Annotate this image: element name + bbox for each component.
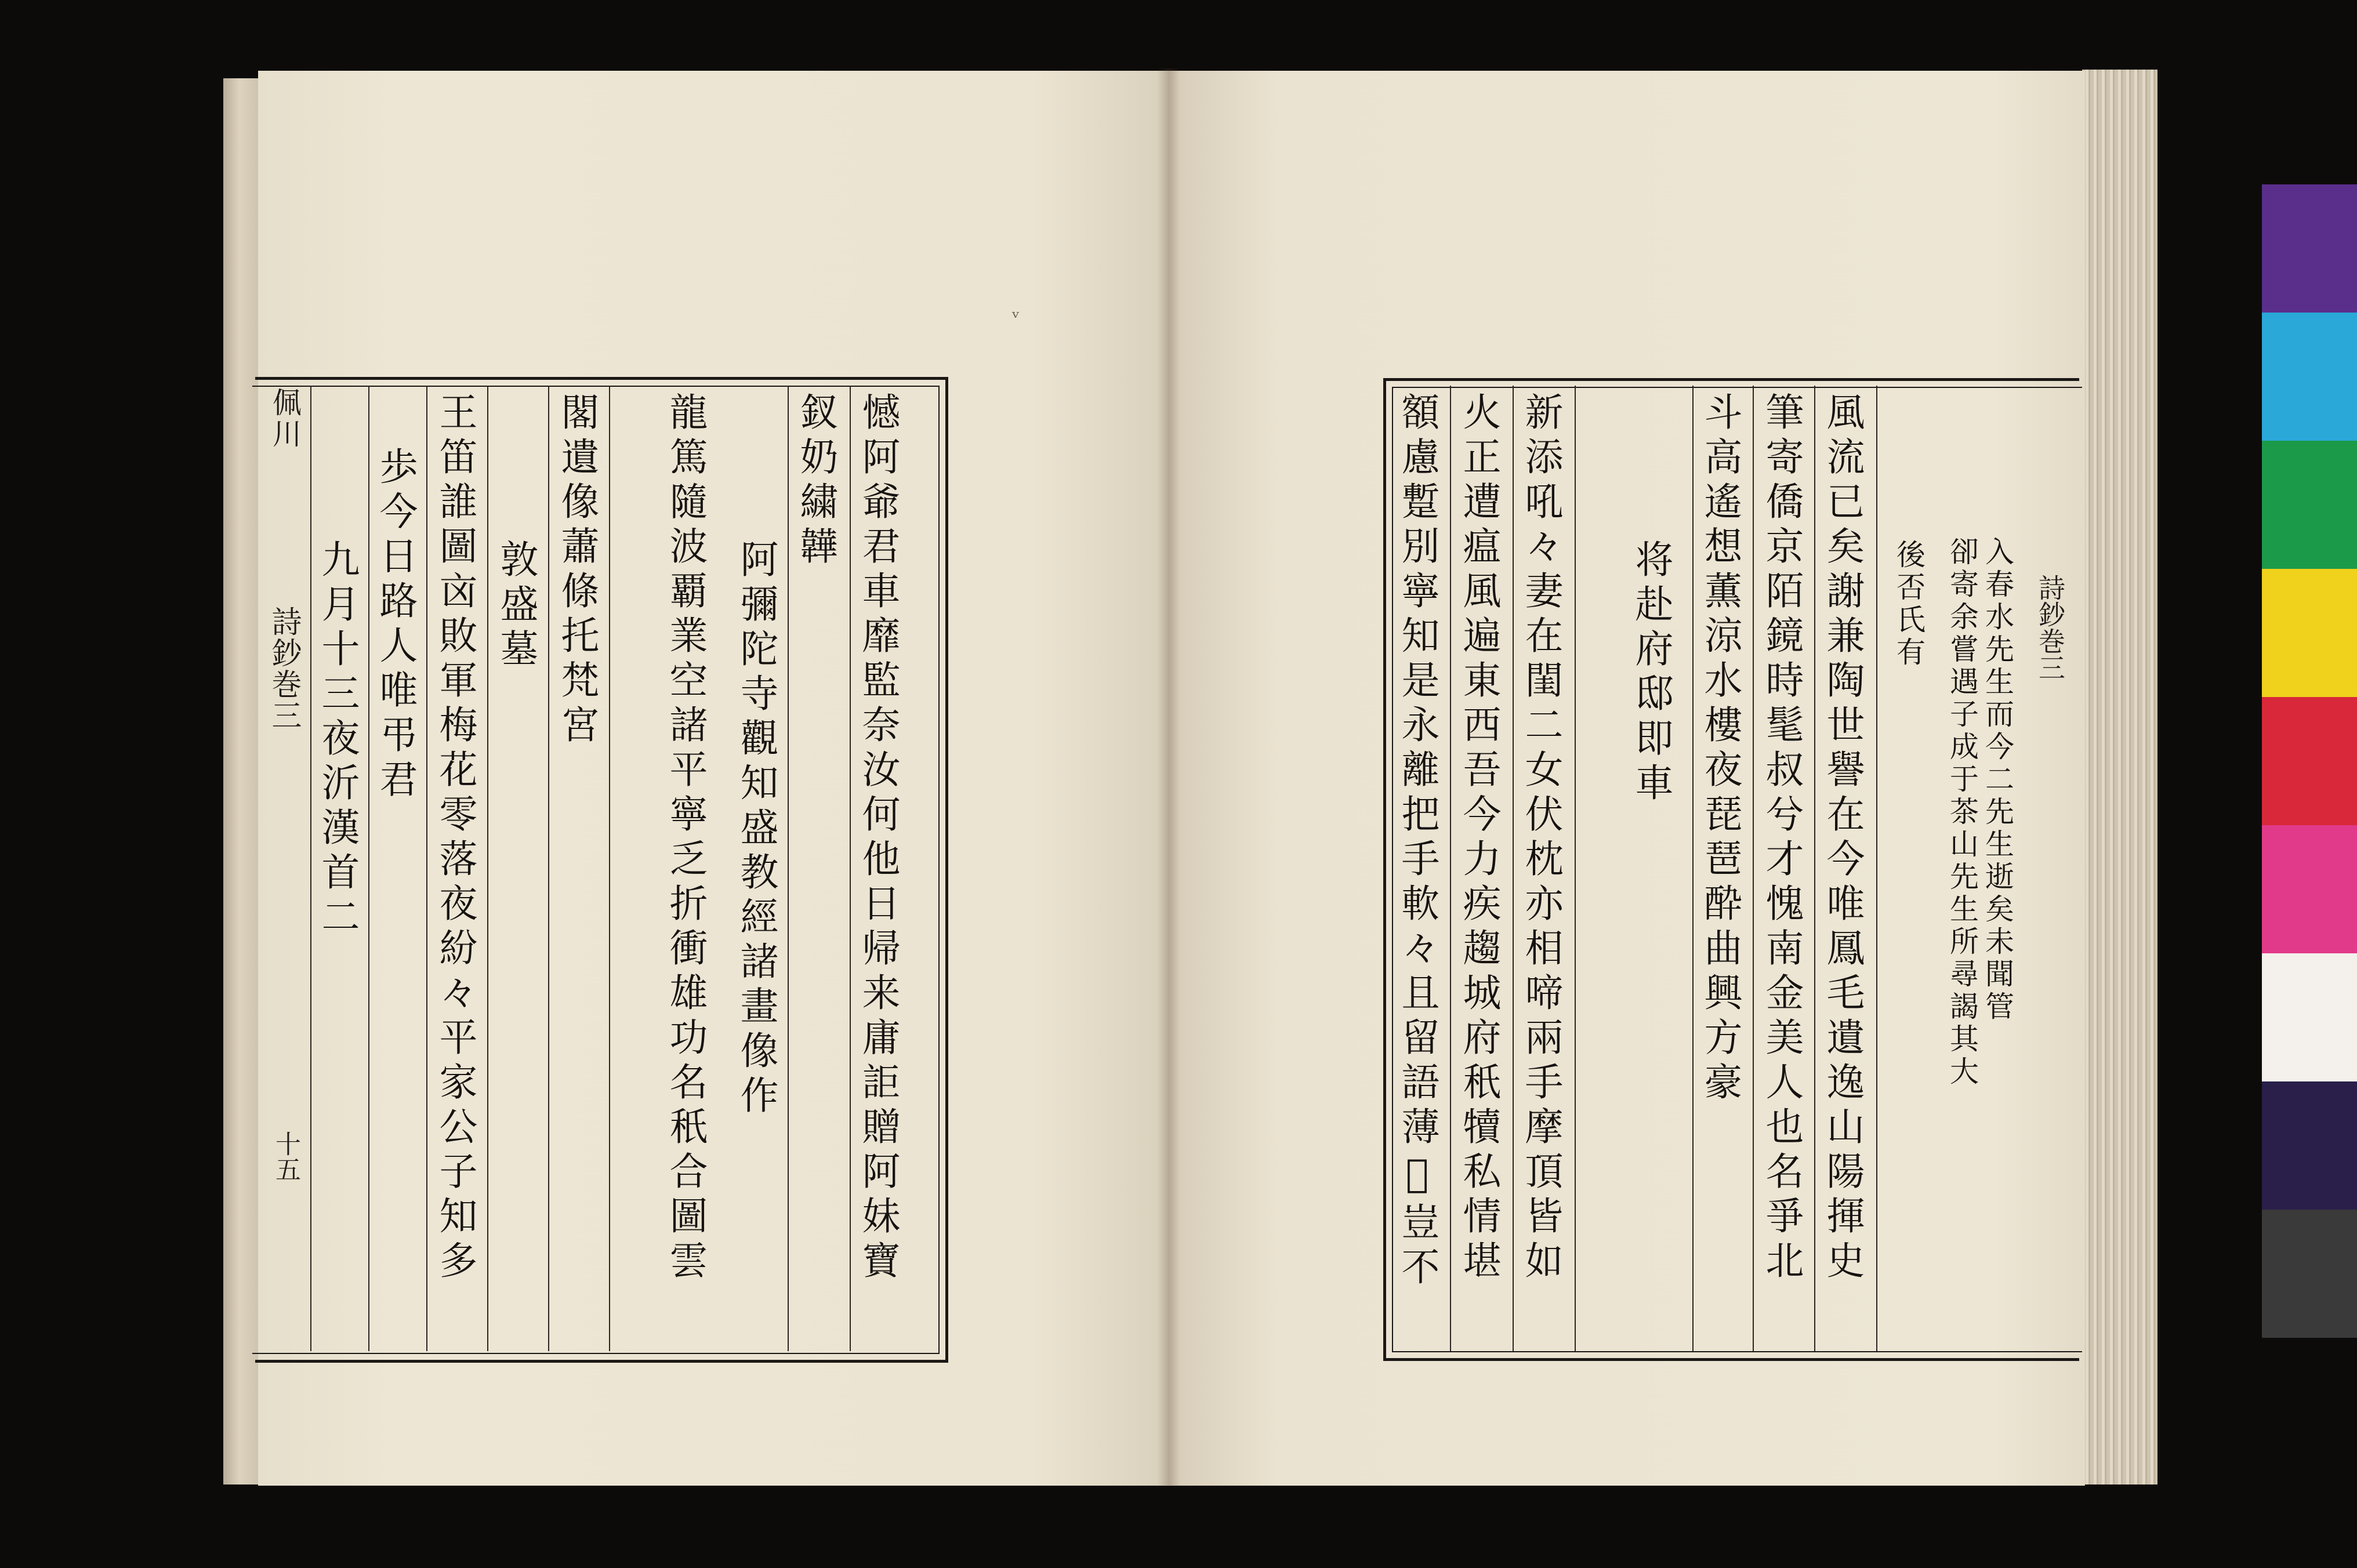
- column-rule: [1692, 386, 1694, 1351]
- color-swatch: [2262, 184, 2357, 313]
- column-rule: [1753, 386, 1754, 1351]
- text-column: 風流已矣謝兼陶世譽在今唯鳳毛遺逸山陽揮史: [1820, 392, 1865, 1285]
- text-column: 阿彌陀寺觀知盛教經諸畫像作: [734, 539, 778, 1120]
- column-rule: [368, 386, 369, 1351]
- color-swatch: [2262, 1210, 2357, 1338]
- color-swatch: [2262, 1081, 2357, 1210]
- text-column: 龍篤隨波覇業空諸平寧乏折衝雄功名秖合圖雲: [663, 392, 708, 1285]
- text-column: 将赴府邸即車: [1629, 539, 1673, 807]
- text-column: 新添吼々妻在閨二女伏枕亦相啼兩手摩頂皆如: [1518, 392, 1563, 1285]
- column-rule: [1814, 386, 1815, 1351]
- color-swatch: [2262, 569, 2357, 697]
- text-column: 火正遭瘟風遍東西吾今力疾趨城府秖犢私情堪: [1456, 392, 1501, 1285]
- color-swatch: [2262, 441, 2357, 569]
- left-margin-title: 佩川: [268, 387, 302, 450]
- text-column: 斗高遙想薫涼水樓夜琵琶酔曲興方豪: [1698, 392, 1742, 1106]
- color-swatch: [2262, 313, 2357, 441]
- column-rule: [850, 386, 851, 1351]
- column-rule: [788, 386, 789, 1351]
- left-margin-folio: 十五: [271, 1131, 300, 1182]
- column-rule: [1575, 386, 1576, 1351]
- left-margin-section: 詩鈔巻三: [266, 606, 301, 731]
- color-calibration-card: [2262, 184, 2357, 1338]
- column-rule: [426, 386, 427, 1351]
- book-gutter: [1157, 68, 1180, 1486]
- text-column: 筆寄僑京陌鏡時髦叔兮才愧南金美人也名爭北: [1759, 392, 1804, 1285]
- text-column: 九月十三夜沂漢首二: [315, 539, 360, 941]
- column-rule: [1513, 386, 1514, 1351]
- book-edge-right: [2082, 70, 2157, 1484]
- text-column: 王笛誰圖㐫敗軍梅花零落夜紛々平家公子知多: [433, 392, 477, 1285]
- column-rule: [548, 386, 549, 1351]
- text-column: 入春水先生而今二先生逝矣未聞管: [1981, 536, 2014, 1023]
- text-column: 敦盛墓: [494, 539, 538, 673]
- text-column: 卻寄余嘗遇子成于茶山先生所尋謁其大: [1945, 536, 1979, 1088]
- color-swatch: [2262, 953, 2357, 1081]
- column-rule: [1450, 386, 1451, 1351]
- column-rule: [310, 386, 311, 1351]
- ink-blot: ᵛ: [1012, 306, 1020, 329]
- right-margin-title: 詩鈔巻三: [2035, 574, 2066, 681]
- column-rule: [487, 386, 488, 1351]
- color-swatch: [2262, 825, 2357, 953]
- text-column: 憾阿爺君車靡監奈汝何他日帰来庸詎贈阿妹寶: [855, 392, 900, 1285]
- text-column: 後否氏有: [1892, 539, 1926, 669]
- text-column: 額慮蹔別寧知是永離把手軟々且留語薄𦍃豈不: [1395, 392, 1439, 1291]
- column-rule: [609, 386, 610, 1351]
- text-column: 釵奶繍韡: [793, 392, 838, 571]
- column-rule: [1876, 386, 1877, 1351]
- text-column: 歩今日路人唯弔君: [373, 447, 418, 804]
- text-column: 閣遺像蕭條托梵宮: [554, 392, 599, 749]
- color-swatch: [2262, 697, 2357, 825]
